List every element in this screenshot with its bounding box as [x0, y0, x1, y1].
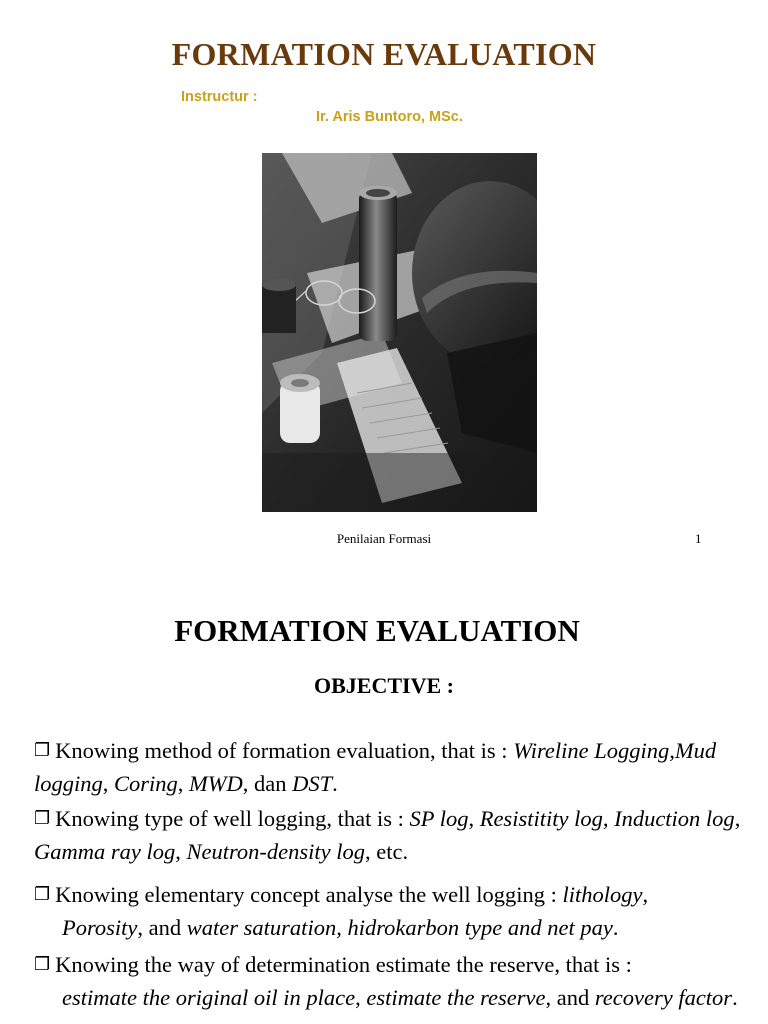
item-text: , — [177, 771, 190, 796]
objective-item-3 — [34, 879, 768, 943]
formation-logging-photo — [262, 153, 537, 512]
item-italic: Neutron-density log — [186, 839, 366, 864]
item-italic: DST — [292, 771, 333, 796]
item-italic: estimate the reserve — [366, 985, 546, 1010]
item-italic: Resistitity log — [479, 806, 603, 831]
item-italic: Wireline Logging,Mud logging — [34, 738, 717, 796]
item-text: , — [355, 985, 367, 1010]
item-italic: MWD — [189, 771, 243, 796]
item-text: , etc. — [365, 839, 409, 864]
objective-item-1 — [34, 735, 754, 799]
objective-heading: OBJECTIVE : — [314, 673, 454, 698]
page-number: 1 — [695, 531, 702, 546]
instructor-name: Ir. Aris Buntoro, MSc. — [316, 109, 463, 125]
checkbox-bullet-icon: ❐ — [34, 954, 51, 975]
item-text: . — [332, 771, 338, 796]
item-italic: lithology — [562, 882, 643, 907]
checkbox-bullet-icon: ❐ — [34, 884, 51, 905]
item-text: , and — [137, 915, 187, 940]
objective-item-2 — [34, 803, 754, 867]
item-text: . — [732, 985, 738, 1010]
item-text: , — [734, 806, 741, 831]
item-text: , — [468, 806, 480, 831]
slide1-title: FORMATION EVALUATION — [171, 36, 597, 72]
item-text: Knowing elementary concept analyse the well logging : — [55, 882, 563, 907]
instructor-label: Instructur : — [181, 89, 258, 105]
item-text: Knowing type of well logging, that is : — [55, 806, 410, 831]
objective-item-4 — [34, 949, 768, 1013]
item-text: , dan — [242, 771, 293, 796]
item-text: Knowing the way of determination estimate the reserve, that is : — [55, 952, 632, 977]
item-text: Knowing method of formation evaluation, that is : — [55, 738, 514, 763]
item-text: , — [102, 771, 115, 796]
item-text: , and — [545, 985, 595, 1010]
item-italic: Induction log — [614, 806, 735, 831]
item-text: , — [175, 839, 187, 864]
checkbox-bullet-icon: ❐ — [34, 740, 51, 761]
item-italic: Gamma ray log — [34, 839, 176, 864]
item-italic: recovery factor — [594, 985, 733, 1010]
slide2-title: FORMATION EVALUATION — [174, 613, 580, 648]
item-italic: SP log — [409, 806, 469, 831]
item-text: , — [642, 882, 649, 907]
item-italic: water saturation, hidrokarbon type and net pay — [186, 915, 613, 940]
item-text: , — [602, 806, 615, 831]
footer-text: Penilaian Formasi — [336, 531, 432, 546]
item-italic: Coring — [114, 771, 178, 796]
item-italic: Porosity — [62, 915, 138, 940]
item-text: . — [612, 915, 619, 940]
item-italic: estimate the original oil in place — [62, 985, 356, 1010]
checkbox-bullet-icon: ❐ — [34, 808, 51, 829]
